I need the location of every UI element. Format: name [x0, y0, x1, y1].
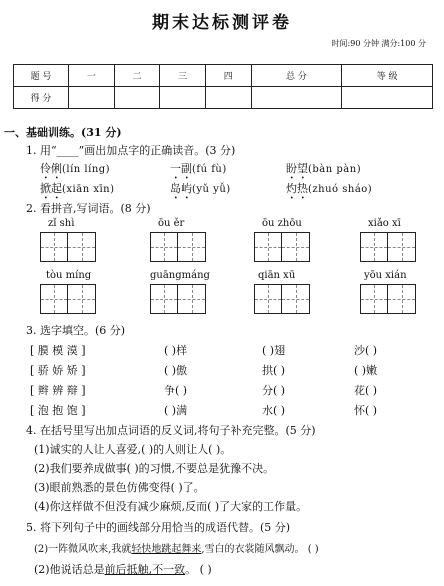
q3-blank[interactable]: ( )傲	[164, 364, 188, 377]
q1-item: 伶俐(lín líng)	[40, 162, 111, 175]
page-title: 期末达标测评卷	[152, 13, 292, 33]
score-cell: 二	[114, 65, 160, 87]
q4-sentence[interactable]: (2)我们要养成做事( )的习惯,不要总是犹豫不决。	[34, 462, 275, 475]
writing-box-group[interactable]	[360, 232, 416, 262]
writing-box-group[interactable]	[150, 284, 206, 314]
q4-sentence[interactable]: (3)眼前熟悉的景色仿佛变得( )了。	[34, 481, 205, 494]
score-input-cell[interactable]	[342, 87, 433, 109]
score-cell: 题 号	[14, 65, 69, 87]
score-input-cell[interactable]	[114, 87, 160, 109]
q3-blank[interactable]: 争( )	[164, 384, 188, 397]
q3-blank[interactable]: 花( )	[354, 384, 378, 397]
writing-box-group[interactable]	[360, 284, 416, 314]
q1-item: 掀起(xiān xīn)	[40, 182, 115, 195]
q1-item: 岛屿(yǔ yǚ)	[170, 182, 231, 195]
pinyin-label: qiān xū	[258, 270, 296, 281]
writing-box-group[interactable]	[150, 232, 206, 262]
score-table-score-row	[14, 87, 433, 109]
writing-box-group[interactable]	[40, 232, 96, 262]
score-input-cell[interactable]	[205, 87, 251, 109]
score-table	[13, 64, 433, 109]
q3-options: [ 膜 模 漠 ]	[30, 344, 86, 357]
pinyin-label: ōu ěr	[158, 218, 185, 229]
score-cell: 总 分	[251, 65, 342, 87]
score-table-header-row	[14, 65, 433, 87]
q3-blank[interactable]: ( )翅	[262, 344, 286, 357]
q1-item: 灼热(zhuó sháo)	[286, 182, 373, 195]
score-cell: 等 级	[342, 65, 433, 87]
pinyin-label: ōu zhōu	[262, 218, 302, 229]
pinyin-label: xiǎo xī	[368, 218, 401, 229]
pinyin-label: yōu xián	[364, 270, 407, 281]
q3-blank[interactable]: ( )满	[164, 404, 188, 417]
exam-meta: 时间:90 分钟 满分:100 分	[331, 39, 426, 48]
q3-blank[interactable]: 分( )	[262, 384, 286, 397]
q5-sentence[interactable]: (2)他说话总是前后抵触,不一致。 ( )	[34, 563, 212, 576]
pinyin-label: tòu míng	[46, 270, 92, 281]
q5-sentence[interactable]: (2)一阵微风吹来,我就轻快地跳起舞来,雪白的衣裳随风飘动。 ( )	[34, 544, 319, 555]
question-4-prompt: 4. 在括号里写出加点词语的反义词,将句子补充完整。(5 分)	[26, 424, 316, 437]
question-5-prompt: 5. 将下列句子中的画线部分用恰当的成语代替。(5 分)	[26, 521, 291, 534]
q3-options: [ 辫 辨 辩 ]	[30, 384, 86, 397]
pinyin-label: zǐ shì	[48, 218, 75, 229]
score-input-cell[interactable]	[69, 87, 115, 109]
score-cell: 得 分	[14, 87, 69, 109]
q3-blank[interactable]: 水( )	[262, 404, 286, 417]
question-2-prompt: 2. 看拼音,写词语。(8 分)	[26, 202, 151, 215]
q3-options: [ 骄 娇 矫 ]	[30, 364, 86, 377]
q3-options: [ 泡 抱 饱 ]	[30, 404, 86, 417]
writing-box-group[interactable]	[40, 284, 96, 314]
score-input-cell[interactable]	[160, 87, 206, 109]
pinyin-label: guāngmáng	[150, 270, 210, 281]
q3-blank[interactable]: ( )嫩	[354, 364, 378, 377]
q1-item: 一副(fú fù)	[170, 162, 227, 175]
score-cell: 三	[160, 65, 206, 87]
q4-sentence[interactable]: (1)诚实的人让人喜爱,( )的人则让人( )。	[34, 443, 232, 456]
question-3-prompt: 3. 选字填空。(6 分)	[26, 324, 126, 337]
writing-box-group[interactable]	[254, 232, 310, 262]
q3-blank[interactable]: ( )样	[164, 344, 188, 357]
q4-sentence[interactable]: (4)你这样做不但没有减少麻烦,反而( )了大家的工作量。	[34, 500, 308, 513]
q3-blank[interactable]: 沙( )	[354, 344, 378, 357]
score-cell: 四	[205, 65, 251, 87]
section-heading: 一、基础训练。(31 分)	[4, 126, 122, 139]
q1-item: 盼望(bàn pàn)	[286, 162, 362, 175]
q3-blank[interactable]: 怀( )	[354, 404, 378, 417]
q3-blank[interactable]: 拱( )	[262, 364, 286, 377]
score-cell: 一	[69, 65, 115, 87]
writing-box-group[interactable]	[254, 284, 310, 314]
question-1-prompt: 1. 用“____”画出加点字的正确读音。(3 分)	[26, 144, 236, 157]
score-input-cell[interactable]	[251, 87, 342, 109]
